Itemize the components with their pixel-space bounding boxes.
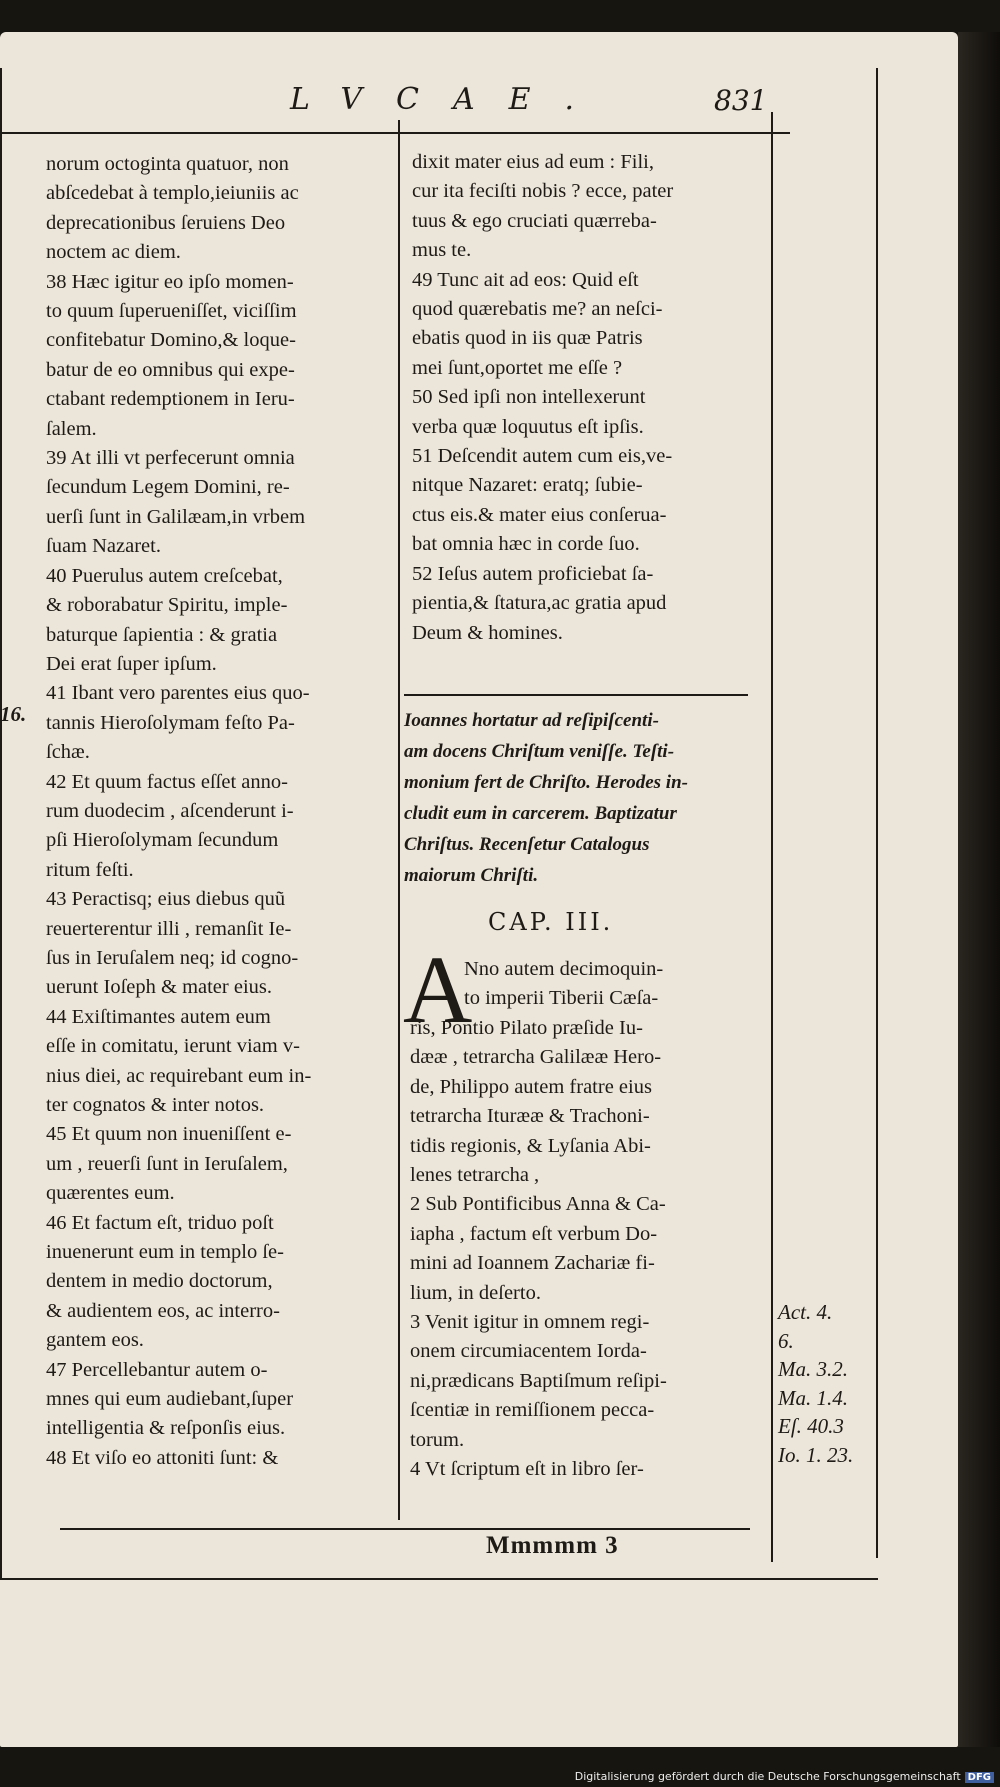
- summary-top-rule: [404, 694, 748, 696]
- text-bottom-rule: [60, 1528, 750, 1530]
- digitization-credit: [575, 1770, 994, 1783]
- text-line: 40 Puerulus autem creſcebat,: [46, 564, 283, 587]
- summary-line: monium fert de Chriſto. Herodes in-: [404, 772, 688, 793]
- text-line: ritum feſti.: [46, 858, 134, 881]
- text-line: ſuam Nazaret.: [46, 535, 161, 558]
- text-line: de, Philippo autem fratre eius: [410, 1075, 652, 1098]
- catchword: Mmmmm 3: [486, 1532, 619, 1559]
- text-line: ris, Pontio Pilato præſide Iu-: [410, 1017, 643, 1039]
- text-line: lium, in deſerto.: [410, 1281, 541, 1304]
- text-line: ni,prædicans Baptiſmum reſipi-: [410, 1369, 667, 1392]
- text-line: 43 Peractisq; eius diebus quũ: [46, 888, 286, 911]
- credit-text: Digitalisierung gefördert durch die Deutsche Forschungsgemeinschaft: [574, 1770, 961, 1783]
- text-line: ſcentiæ in remiſſionem pecca-: [410, 1399, 655, 1422]
- text-line: ter cognatos & inter notos.: [46, 1094, 265, 1116]
- summary-line: maiorum Chriſti.: [404, 865, 539, 886]
- text-line: mei ſunt,oportet me eſſe ?: [412, 356, 623, 379]
- text-line: verba quæ loquutus eſt ipſis.: [412, 415, 644, 438]
- dfg-logo: DFG: [965, 1772, 994, 1783]
- text-line: pſi Hieroſolymam ſecundum: [46, 829, 279, 852]
- column-divider: [398, 120, 400, 1520]
- text-line: Nno autem decimoquin-: [464, 958, 664, 980]
- text-line: 42 Et quum factus eſſet anno-: [46, 770, 288, 793]
- text-line: torum.: [410, 1428, 465, 1451]
- text-line: bat omnia hæc in corde ſuo.: [412, 533, 640, 556]
- text-line: dentem in medio doctorum,: [46, 1270, 273, 1293]
- text-line: 51 Deſcendit autem cum eis,ve-: [412, 445, 673, 468]
- summary-line: am docens Chriſtum veniſſe. Teſti-: [404, 741, 675, 762]
- margin-reference: Io. 1. 23.: [778, 1442, 854, 1467]
- text-line: gantem eos.: [46, 1329, 144, 1352]
- text-line: lenes tetrarcha ,: [410, 1164, 540, 1187]
- text-line: batur de eo omnibus qui expe-: [46, 358, 295, 381]
- text-line: 47 Percellebantur autem o-: [46, 1358, 268, 1381]
- text-line: intelligentia & reſponſis eius.: [46, 1417, 286, 1440]
- text-line: ſecundum Legem Domini, re-: [46, 476, 290, 499]
- chapter-opening-lines: [464, 955, 764, 1014]
- text-line: abſcedebat à templo,ieiuniis ac: [46, 182, 299, 205]
- text-line: um , reuerſi ſunt in Ieruſalem,: [46, 1152, 288, 1175]
- text-line: 46 Et factum eſt, triduo poſt: [46, 1211, 274, 1234]
- text-line: 45 Et quum non inueniſſent e-: [46, 1123, 292, 1146]
- text-line: 49 Tunc ait ad eos: Quid eſt: [412, 268, 639, 291]
- text-line: tannis Hieroſolymam feſto Pa-: [46, 711, 295, 734]
- text-line: & audientem eos, ac interro-: [46, 1299, 280, 1322]
- text-line: tetrarcha Iturææ & Trachoni-: [410, 1105, 650, 1128]
- frame-right-rule: [876, 68, 878, 1558]
- left-column: [46, 150, 396, 1473]
- text-line: mini ad Ioannem Zachariæ fi-: [410, 1252, 655, 1275]
- text-line: ſchæ.: [46, 741, 90, 764]
- text-line: dixit mater eius ad eum : Fili,: [412, 151, 654, 173]
- frame-left-rule: [0, 68, 2, 1578]
- chapter-body: [410, 1014, 770, 1485]
- chapter-heading: CAP. III.: [488, 908, 614, 936]
- frame-bottom-rule: [0, 1578, 878, 1580]
- text-line: 50 Sed ipſi non intellexerunt: [412, 386, 646, 409]
- text-line: inuenerunt eum in templo ſe-: [46, 1241, 284, 1264]
- text-line: Dei erat ſuper ipſum.: [46, 652, 217, 675]
- text-line: pientia,& ſtatura,ac gratia apud: [412, 592, 667, 615]
- text-line: dææ , tetrarcha Galilææ Hero-: [410, 1046, 662, 1069]
- summary-line: cludit eum in carcerem. Baptizatur: [404, 803, 677, 824]
- page-edge: [958, 32, 1000, 1747]
- text-line: uerſi ſunt in Galilæam,in vrbem: [46, 505, 306, 528]
- text-line: ebatis quod in iis quæ Patris: [412, 327, 643, 350]
- text-line: quod quærebatis me? an neſci-: [412, 298, 663, 321]
- text-line: iapha , factum eſt verbum Do-: [410, 1222, 658, 1245]
- text-line: noctem ac diem.: [46, 241, 181, 264]
- text-line: Deum & homines.: [412, 621, 563, 644]
- text-line: onem circumiacentem Iorda-: [410, 1340, 647, 1363]
- text-line: uerunt Ioſeph & mater eius.: [46, 976, 273, 999]
- text-line: mus te.: [412, 239, 472, 262]
- text-line: 44 Exiſtimantes autem eum: [46, 1005, 271, 1028]
- page-number: 831: [714, 84, 768, 117]
- chapter-summary: [404, 705, 788, 891]
- running-head: LVCAE.: [290, 82, 609, 117]
- text-line: tuus & ego cruciati quærreba-: [412, 209, 657, 232]
- margin-reference: 6.: [778, 1328, 794, 1353]
- text-line: 3 Venit igitur in omnem regi-: [410, 1311, 650, 1334]
- text-line: baturque ſapientia : & gratia: [46, 623, 278, 646]
- drop-cap: A: [403, 936, 473, 1043]
- text-line: mnes qui eum audiebant,ſuper: [46, 1388, 294, 1411]
- text-line: nius diei, ac requirebant eum in-: [46, 1064, 312, 1087]
- text-line: confitebatur Domino,& loque-: [46, 329, 296, 352]
- text-line: 38 Hæc igitur eo ipſo momen-: [46, 270, 294, 293]
- margin-reference: Act. 4.: [778, 1300, 833, 1324]
- text-line: nitque Nazaret: eratq; ſubie-: [412, 474, 643, 497]
- text-line: norum octoginta quatuor, non: [46, 153, 289, 175]
- text-line: tidis regionis, & Lyſania Abi-: [410, 1134, 651, 1157]
- text-line: 4 Vt ſcriptum eſt in libro ſer-: [410, 1458, 644, 1481]
- text-line: ſalem.: [46, 417, 97, 440]
- text-line: 41 Ibant vero parentes eius quo-: [46, 682, 310, 705]
- summary-line: Ioannes hortatur ad reſipiſcenti-: [404, 710, 659, 731]
- text-line: & roborabatur Spiritu, imple-: [46, 594, 288, 617]
- text-line: cur ita feciſti nobis ? ecce, pater: [412, 180, 674, 203]
- summary-line: Chriſtus. Recenſetur Catalogus: [404, 834, 650, 855]
- text-line: 48 Et viſo eo attoniti ſunt: &: [46, 1446, 279, 1469]
- left-margin-note: 16.: [0, 702, 27, 726]
- text-line: 52 Ieſus autem proficiebat ſa-: [412, 562, 654, 585]
- text-line: to quum ſuperueniſſet, viciſſim: [46, 300, 297, 323]
- text-line: rum duodecim , aſcenderunt i-: [46, 799, 294, 822]
- text-line: 2 Sub Pontificibus Anna & Ca-: [410, 1193, 666, 1216]
- margin-references: [778, 1298, 868, 1469]
- text-line: ctabant redemptionem in Ieru-: [46, 388, 295, 411]
- margin-reference: Ma. 1.4.: [778, 1385, 848, 1410]
- text-line: ſus in Ieruſalem neq; id cogno-: [46, 946, 299, 969]
- text-line: eſſe in comitatu, ierunt viam v-: [46, 1035, 300, 1058]
- header-rule: [0, 132, 790, 134]
- margin-reference: Eſ. 40.3: [778, 1414, 844, 1438]
- text-line: deprecationibus ſeruiens Deo: [46, 211, 286, 234]
- text-line: quærentes eum.: [46, 1182, 175, 1205]
- right-column-top: [412, 148, 772, 648]
- text-line: reuerterentur illi , remanſit Ie-: [46, 917, 292, 940]
- text-line: to imperii Tiberii Cæſa-: [464, 987, 659, 1010]
- text-line: 39 At illi vt perfecerunt omnia: [46, 447, 295, 470]
- text-line: ctus eis.& mater eius conſerua-: [412, 503, 667, 526]
- margin-reference: Ma. 3.2.: [778, 1357, 848, 1381]
- footer-band: [0, 1747, 1000, 1787]
